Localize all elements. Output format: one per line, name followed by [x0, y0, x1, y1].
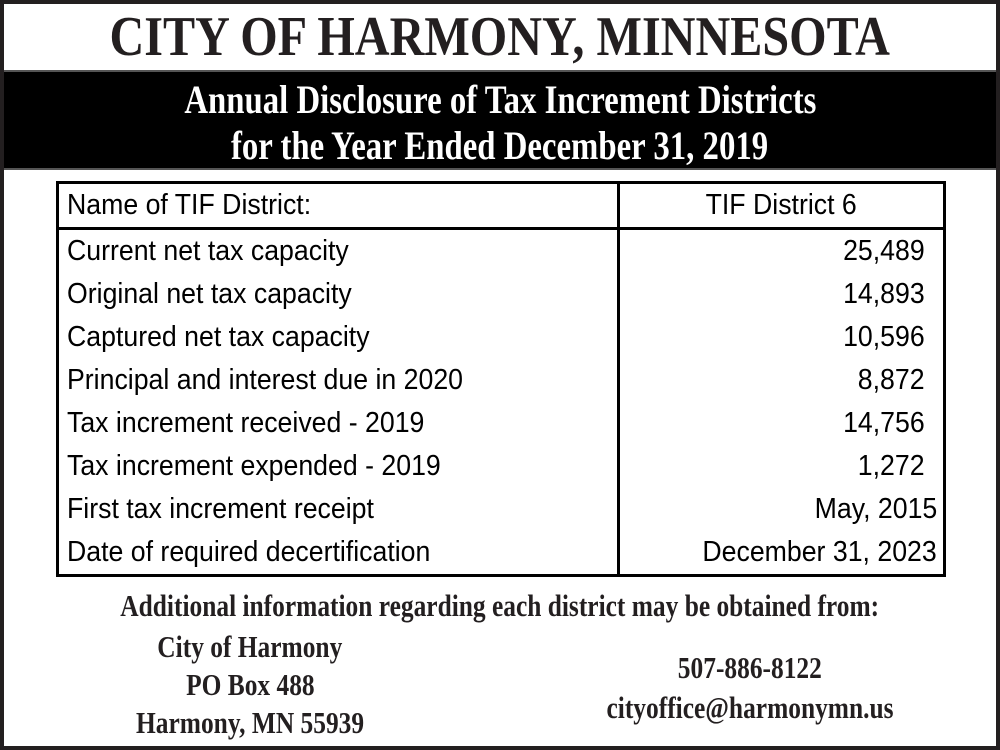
email-address: cityoffice@harmonymn.us — [606, 690, 894, 725]
subtitle-line-1: Annual Disclosure of Tax Increment Districts — [183, 77, 817, 122]
row-value — [619, 488, 945, 531]
table-row — [58, 402, 945, 445]
row-value-text: 10,596 — [843, 321, 925, 353]
row-value-text: December 31, 2023 — [702, 536, 937, 568]
row-value-text: 25,489 — [843, 235, 925, 267]
row-value-text: 14,893 — [843, 278, 925, 310]
row-value — [619, 316, 945, 359]
table-row — [58, 488, 945, 531]
row-value-text: 14,756 — [843, 407, 925, 439]
row-label — [58, 273, 619, 316]
address-line: PO Box 488 — [185, 667, 315, 702]
mailing-address — [90, 628, 410, 742]
row-label-text: Original net tax capacity — [67, 278, 352, 310]
header-value-text: TIF District 6 — [705, 189, 858, 221]
row-label-text: Date of required decertification — [67, 536, 431, 568]
row-label — [58, 445, 619, 488]
row-label — [58, 359, 619, 402]
note-text: Additional information regarding each district may be obtained from: — [120, 588, 880, 623]
header-label — [58, 183, 619, 229]
subtitle-line-2: for the Year Ended December 31, 2019 — [231, 123, 769, 168]
table-row — [58, 531, 945, 576]
row-value — [619, 359, 945, 402]
header-label-text: Name of TIF District: — [67, 189, 312, 221]
row-value-text: 1,272 — [858, 450, 925, 482]
table-row — [58, 273, 945, 316]
row-label-text: Captured net tax capacity — [67, 321, 370, 353]
header-value — [619, 183, 945, 229]
table-row — [58, 229, 945, 274]
row-label-text: Tax increment received - 2019 — [67, 407, 425, 439]
row-label — [58, 402, 619, 445]
contact-info — [540, 648, 960, 728]
tif-table — [56, 181, 946, 577]
table-row — [58, 445, 945, 488]
subtitle-band — [4, 70, 996, 170]
table-header-row — [58, 183, 945, 229]
row-value-text: May, 2015 — [814, 493, 937, 525]
row-label-text: Tax increment expended - 2019 — [67, 450, 441, 482]
row-value — [619, 273, 945, 316]
table-row — [58, 316, 945, 359]
address-line: City of Harmony — [157, 629, 343, 664]
row-label-text: First tax increment receipt — [67, 493, 374, 525]
row-value — [619, 531, 945, 576]
row-value — [619, 445, 945, 488]
address-line: Harmony, MN 55939 — [135, 705, 365, 740]
row-value — [619, 229, 945, 274]
row-label — [58, 229, 619, 274]
row-label — [58, 531, 619, 576]
phone-number: 507-886-8122 — [677, 650, 823, 685]
row-label-text: Current net tax capacity — [67, 235, 349, 267]
additional-info-note — [0, 588, 1000, 624]
row-label — [58, 488, 619, 531]
page-title — [0, 6, 1000, 68]
row-label — [58, 316, 619, 359]
table-row — [58, 359, 945, 402]
title-text: CITY OF HARMONY, MINNESOTA — [109, 6, 891, 68]
row-value-text: 8,872 — [858, 364, 925, 396]
row-value — [619, 402, 945, 445]
row-label-text: Principal and interest due in 2020 — [67, 364, 464, 396]
